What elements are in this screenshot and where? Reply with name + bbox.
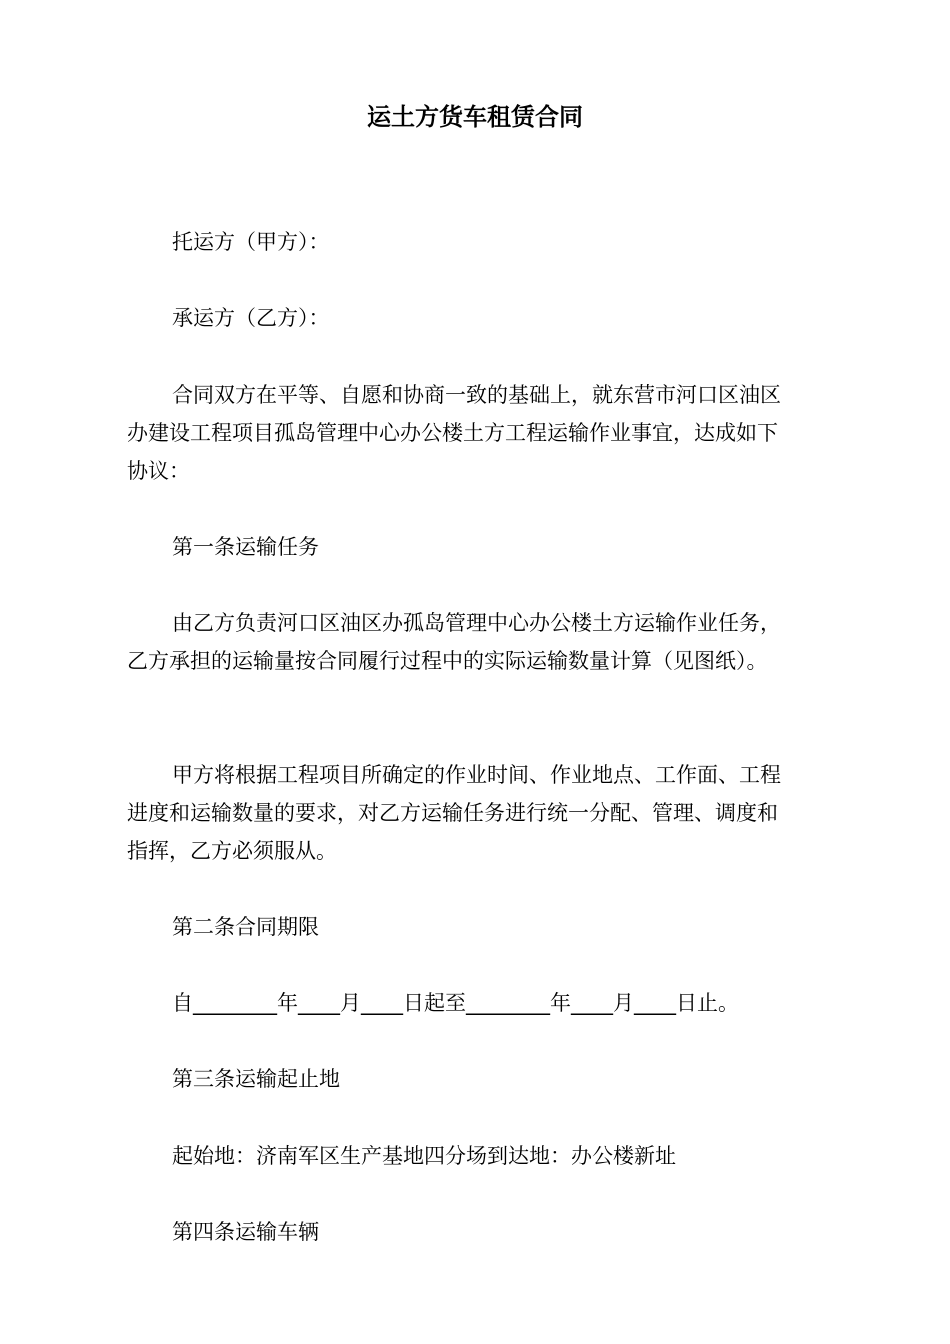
article-3-text: 起始地：济南军区生产基地四分场到达地：办公楼新址 <box>172 1144 676 1168</box>
article-1-heading: 第一条运输任务 <box>172 535 319 559</box>
party-a-line: 托运方（甲方）： <box>172 230 330 254</box>
preamble-line-2: 办建设工程项目孤岛管理中心办公楼土方工程运输作业事宜，达成如下 <box>127 421 778 445</box>
article-1-para-1-line-1: 由乙方负责河口区油区办孤岛管理中心办公楼土方运输作业任务， <box>172 611 781 635</box>
article-1-para-2-line-1: 甲方将根据工程项目所确定的作业时间、作业地点、工作面、工程 <box>172 763 781 787</box>
preamble-line-1: 合同双方在平等、自愿和协商一致的基础上，就东营市河口区油区 <box>172 383 781 407</box>
article-1-para-2-line-2: 进度和运输数量的要求，对乙方运输任务进行统一分配、管理、调度和 <box>127 801 778 825</box>
article-1-para-1-line-2: 乙方承担的运输量按合同履行过程中的实际运输数量计算（见图纸）。 <box>127 649 768 673</box>
document-title: 运土方货车租赁合同 <box>367 103 583 131</box>
article-2-text: 自________年____月____日起至________年____月____日止。 <box>172 991 739 1015</box>
article-2-heading: 第二条合同期限 <box>172 915 319 939</box>
article-4-heading: 第四条运输车辆 <box>172 1220 319 1244</box>
party-b-line: 承运方（乙方）： <box>172 306 330 330</box>
article-1-para-2-line-3: 指挥，乙方必须服从。 <box>127 839 337 863</box>
article-3-heading: 第三条运输起止地 <box>172 1067 340 1091</box>
preamble-line-3: 协议： <box>127 459 190 483</box>
